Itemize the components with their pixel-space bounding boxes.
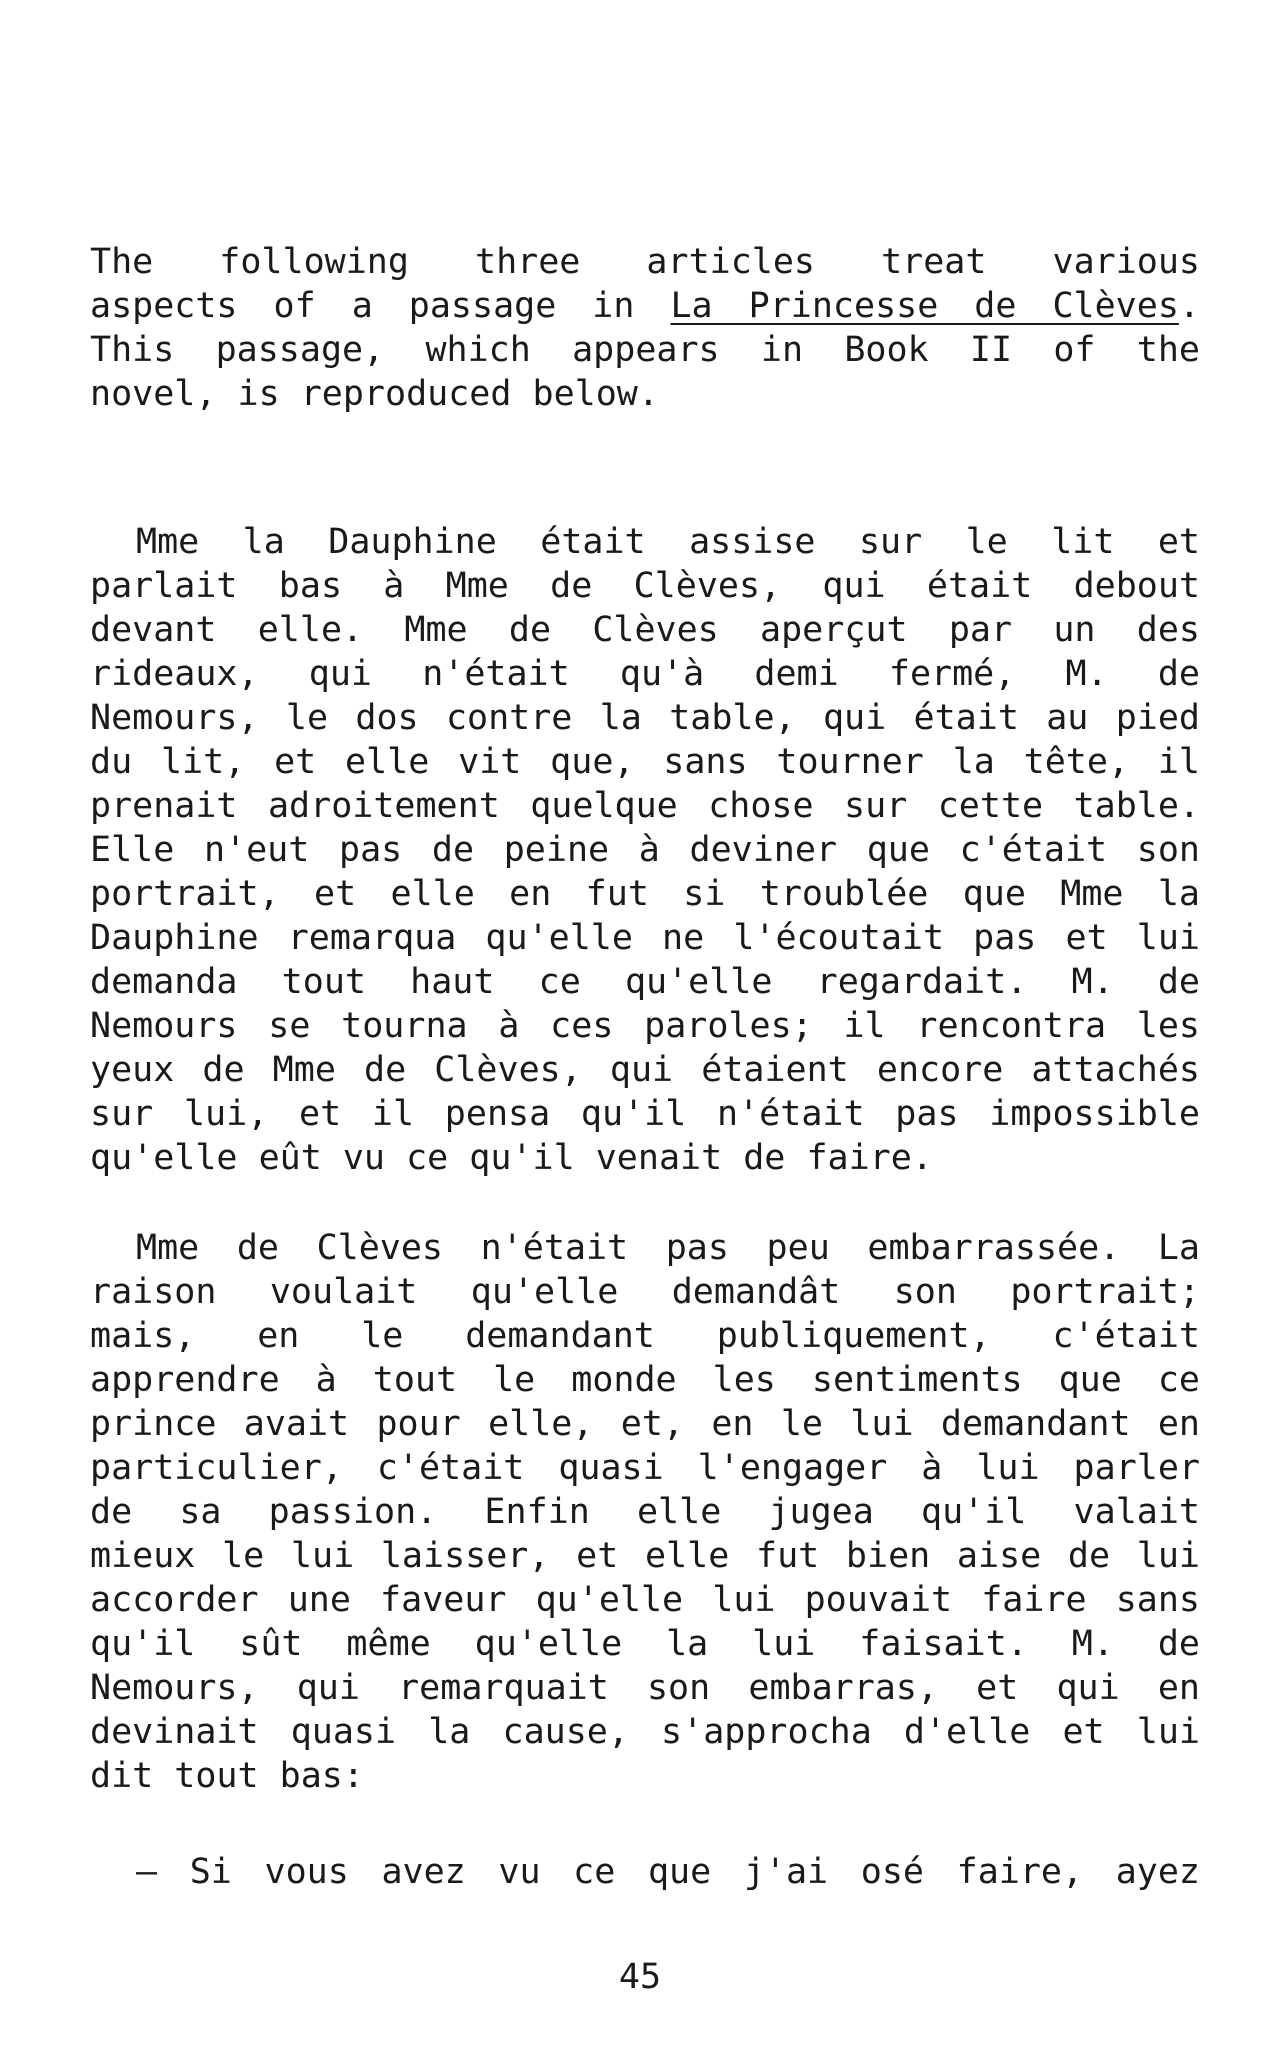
intro-line-2-pre: aspects of a passage in	[90, 286, 671, 326]
passage-paragraph-1	[90, 520, 1200, 1180]
passage-line: prenait adroitement quelque chose sur cette table.	[90, 786, 1200, 826]
novel-title: La Princesse de Clèves	[670, 286, 1179, 326]
passage-line: prince avait pour elle, et, en le lui demandant en	[90, 1404, 1200, 1444]
passage-line: sur lui, et il pensa qu'il n'était pas impossible	[90, 1094, 1200, 1134]
passage-paragraph-2	[90, 1226, 1200, 1798]
passage-line: de sa passion. Enfin elle jugea qu'il valait	[90, 1492, 1200, 1532]
intro-line-1: The following three articles treat various	[90, 242, 1200, 282]
intro-line-2	[90, 284, 1200, 328]
passage-line: parlait bas à Mme de Clèves, qui était debout	[90, 566, 1200, 606]
passage-line: qu'elle eût vu ce qu'il venait de faire.	[90, 1138, 933, 1178]
passage-line: particulier, c'était quasi l'engager à lui parler	[90, 1448, 1200, 1488]
passage-line: Dauphine remarqua qu'elle ne l'écoutait pas et lui	[90, 918, 1200, 958]
page-content	[90, 240, 1200, 1894]
passage-line: demanda tout haut ce qu'elle regardait. M. de	[90, 962, 1200, 1002]
dialogue-paragraph	[90, 1850, 1200, 1894]
passage-line: devant elle. Mme de Clèves aperçut par un des	[90, 610, 1200, 650]
passage-line: apprendre à tout le monde les sentiments que ce	[90, 1360, 1200, 1400]
passage-line: Mme la Dauphine était assise sur le lit et	[136, 522, 1200, 562]
dialogue-line: — Si vous avez vu ce que j'ai osé faire, ayez	[136, 1852, 1200, 1892]
passage-line: devinait quasi la cause, s'approcha d'elle et lui	[90, 1712, 1200, 1752]
intro-line-3: This passage, which appears in Book II of the	[90, 330, 1200, 370]
passage-line: dit tout bas:	[90, 1756, 364, 1796]
passage-line: qu'il sût même qu'elle la lui faisait. M. de	[90, 1624, 1200, 1664]
intro-line-4: novel, is reproduced below.	[90, 374, 659, 414]
intro-paragraph	[90, 240, 1200, 416]
passage-line: Nemours, qui remarquait son embarras, et qui en	[90, 1668, 1200, 1708]
passage-line: Nemours se tourna à ces paroles; il rencontra les	[90, 1006, 1200, 1046]
page-number: 45	[618, 1957, 662, 1997]
passage-line: Elle n'eut pas de peine à deviner que c'était son	[90, 830, 1200, 870]
passage-line: Nemours, le dos contre la table, qui était au pied	[90, 698, 1200, 738]
passage-line: mais, en le demandant publiquement, c'était	[90, 1316, 1200, 1356]
passage-line: Mme de Clèves n'était pas peu embarrassée. La	[136, 1228, 1200, 1268]
passage-line: portrait, et elle en fut si troublée que Mme la	[90, 874, 1200, 914]
intro-line-2-post: .	[1178, 286, 1200, 326]
passage-line: accorder une faveur qu'elle lui pouvait faire sans	[90, 1580, 1200, 1620]
passage-line: rideaux, qui n'était qu'à demi fermé, M. de	[90, 654, 1200, 694]
passage-line: mieux le lui laisser, et elle fut bien aise de lui	[90, 1536, 1200, 1576]
passage-line: raison voulait qu'elle demandât son portrait;	[90, 1272, 1200, 1312]
passage-line: yeux de Mme de Clèves, qui étaient encore attachés	[90, 1050, 1200, 1090]
passage-line: du lit, et elle vit que, sans tourner la tête, il	[90, 742, 1200, 782]
